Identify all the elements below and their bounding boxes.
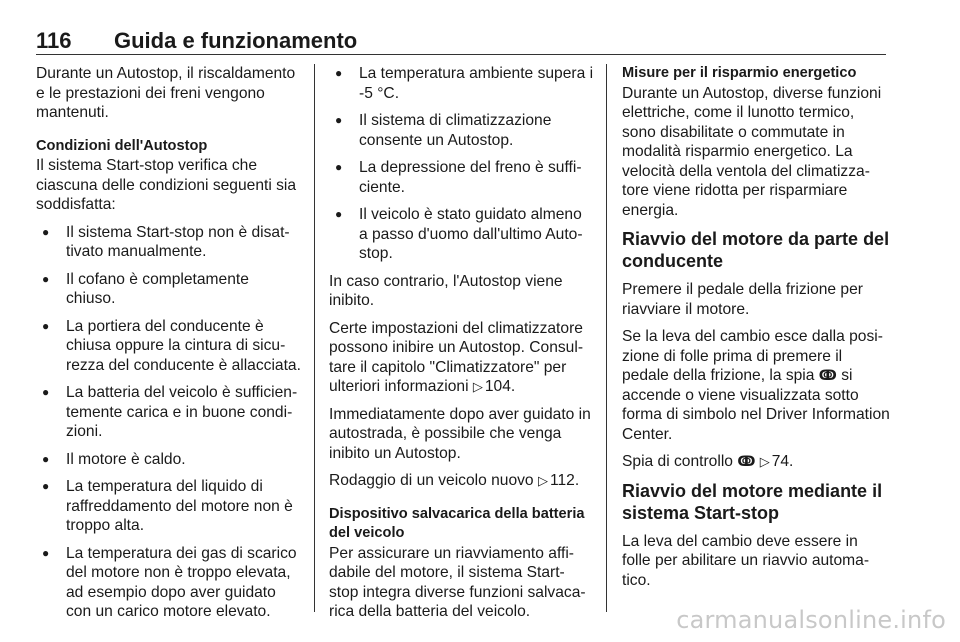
chapter-title: Guida e funzionamento <box>114 28 358 53</box>
column-right <box>622 64 890 598</box>
conditions-list-continued <box>329 64 594 264</box>
conditions-list <box>36 223 301 622</box>
list-item: ● La batteria del veicolo è sufficientemente carica e in buone condizioni. <box>36 383 301 442</box>
spia-paragraph <box>622 452 890 472</box>
section-title-system-restart: Riavvio del motore mediante il sistema Start-stop <box>622 480 883 523</box>
break-in-paragraph <box>329 471 594 491</box>
list-item: ● Il sistema di climatizzazione consente un Autostop. <box>329 111 594 150</box>
page-reference-link[interactable]: 74. <box>771 453 794 470</box>
page-reference-icon: ▷ <box>472 379 483 394</box>
highway-paragraph: Immediatamente dopo aver guidato in autostrada, è possibile che venga inibito un Autostop. <box>329 405 591 462</box>
spia-label: Spia di controllo <box>622 453 733 470</box>
column-divider <box>606 64 607 612</box>
energy-paragraph: Durante un Autostop, diverse funzioni elettriche, come il lunotto termico, sono disabilitate o commutate in modalità risparmio energetico. La velocità della ventola del climatizzatore viene ridotta per risparmiare energia. <box>622 84 882 219</box>
page-header <box>36 28 886 55</box>
list-item: ● Il veicolo è stato guidato almeno a passo d'uomo dall'ultimo Autostop. <box>329 205 594 264</box>
list-item: ● La portiera del conducente è chiusa oppure la cintura di sicurezza del conducente è allacciata. <box>36 317 301 376</box>
page-reference-icon: ▷ <box>759 454 770 469</box>
conditions-heading: Condizioni dell'Autostop <box>36 137 208 154</box>
list-item: ● La temperatura dei gas di scarico del motore non è troppo elevata, ad esempio dopo aver guidato con un carico motore elevato. <box>36 544 301 622</box>
start-stop-lamp-icon: ↂ <box>737 453 756 469</box>
section-title-driver-restart: Riavvio del motore da parte del conducente <box>622 229 890 271</box>
break-in-text: Rodaggio di un veicolo nuovo <box>329 472 534 489</box>
list-item: ● La temperatura ambiente supera i -5 °C. <box>329 64 594 103</box>
system-restart-paragraph: La leva del cambio deve essere in folle per abilitare un riavvio automatico. <box>622 532 870 589</box>
page-reference-icon: ▷ <box>537 473 548 488</box>
intro-paragraph: Durante un Autostop, il riscaldamento e le prestazioni dei freni vengono mantenuti. <box>36 65 296 121</box>
list-item: ● Il motore è caldo. <box>36 450 301 470</box>
conditions-intro: Il sistema Start-stop verifica che ciascuna delle condizioni seguenti sia soddisfatta: <box>36 157 297 213</box>
list-item: ● Il cofano è completamente chiuso. <box>36 270 301 309</box>
watermark: carmanualsonline.info <box>676 606 946 634</box>
gear-text-b: si accende o viene visualizzata sotto forma di simbolo nel Driver Information Center. <box>622 367 890 443</box>
clutch-paragraph: Premere il pedale della frizione per riavviare il motore. <box>622 281 863 318</box>
page-reference-link[interactable]: 112. <box>549 472 580 489</box>
gear-paragraph <box>622 327 890 444</box>
gear-text-a: Se la leva del cambio esce dalla posizione di folle prima di premere il pedale della frizione, la spia <box>622 328 883 384</box>
list-item: ● La depressione del freno è sufficiente. <box>329 158 594 197</box>
climate-text: Certe impostazioni del climatizzatore possono inibire un Autostop. Consultare il capitolo "Climatizzatore" per ulteriori informazioni <box>329 319 584 395</box>
column-middle <box>329 64 594 630</box>
battery-paragraph: Per assicurare un riavviamento affidabile del motore, il sistema Start-stop integra diverse funzioni salvacarica della batteria del veicolo. <box>329 544 586 620</box>
page-reference-link[interactable]: 104. <box>484 378 516 395</box>
battery-heading: Dispositivo salvacarica della batteria del veicolo <box>329 505 585 541</box>
column-divider <box>314 64 315 612</box>
list-item: ● La temperatura del liquido di raffreddamento del motore non è troppo alta. <box>36 477 301 536</box>
inhibit-paragraph: In caso contrario, l'Autostop viene inibito. <box>329 272 563 309</box>
climate-paragraph <box>329 319 594 397</box>
start-stop-lamp-icon: ↂ <box>818 367 837 383</box>
energy-heading: Misure per il risparmio energetico <box>622 65 857 81</box>
page-number: 116 <box>36 28 72 53</box>
column-left <box>36 64 301 630</box>
list-item: ● Il sistema Start-stop non è disattivato manualmente. <box>36 223 301 262</box>
